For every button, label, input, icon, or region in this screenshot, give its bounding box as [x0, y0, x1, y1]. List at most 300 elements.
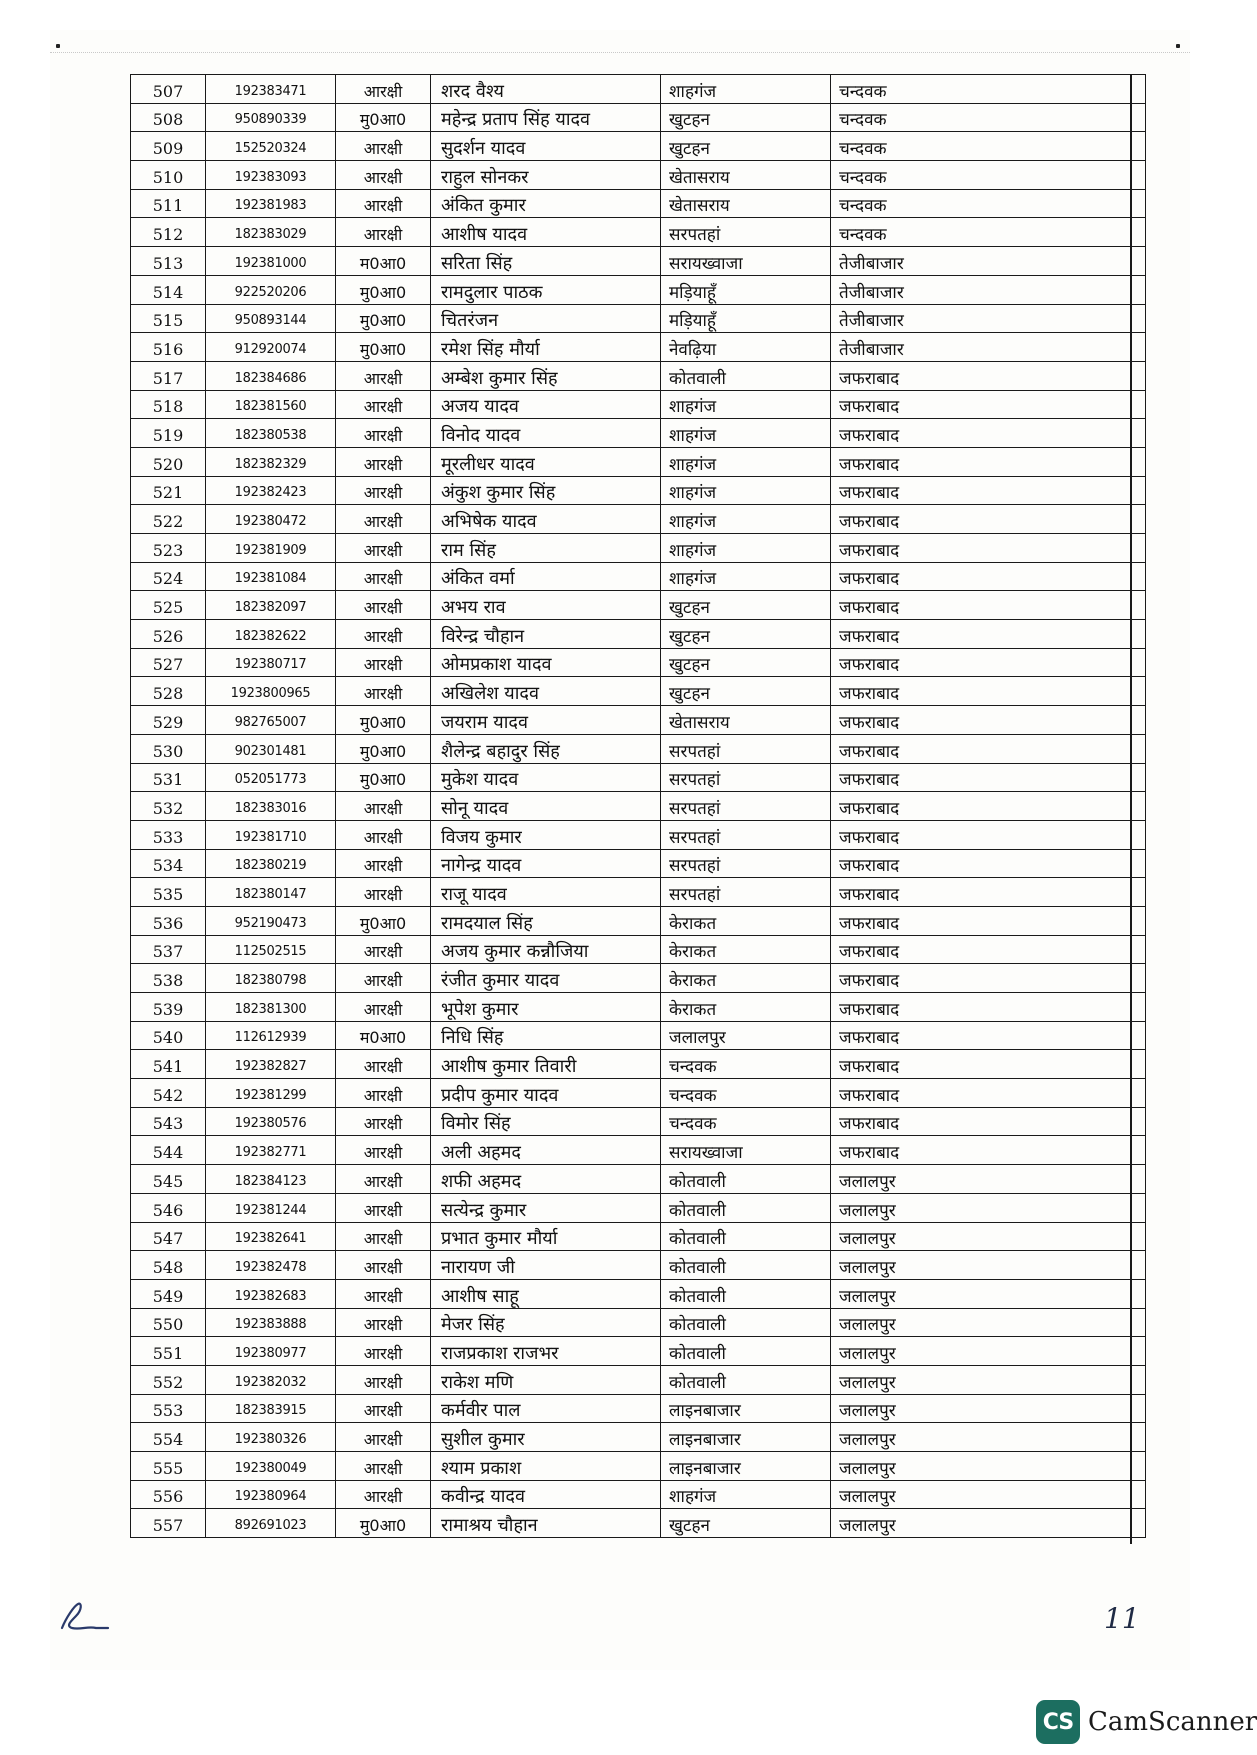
table-row: [131, 648, 1146, 677]
current-posting-cell: खेतासराय: [661, 161, 831, 190]
serial-number-cell: 530: [131, 734, 206, 763]
pno-cell: 192381983: [206, 189, 336, 218]
current-posting-cell: शाहगंज: [661, 1480, 831, 1509]
current-posting-cell: खुटहन: [661, 103, 831, 132]
new-posting-cell: जफराबाद: [831, 935, 1146, 964]
name-cell: रमेश सिंह मौर्या: [431, 333, 661, 362]
new-posting-cell: जलालपुर: [831, 1251, 1146, 1280]
name-cell: अंकुश कुमार सिंह: [431, 476, 661, 505]
table-row: [131, 906, 1146, 935]
current-posting-cell: कोतवाली: [661, 1222, 831, 1251]
serial-number-cell: 538: [131, 964, 206, 993]
name-cell: राजू यादव: [431, 878, 661, 907]
new-posting-cell: जफराबाद: [831, 906, 1146, 935]
rank-cell: आरक्षी: [336, 677, 431, 706]
new-posting-cell: जलालपुर: [831, 1279, 1146, 1308]
table-row: [131, 161, 1146, 190]
pno-cell: 1923800965: [206, 677, 336, 706]
table-row: [131, 706, 1146, 735]
name-cell: अली अहमद: [431, 1136, 661, 1165]
table-row: [131, 132, 1146, 161]
current-posting-cell: शाहगंज: [661, 390, 831, 419]
new-posting-cell: तेजीबाजार: [831, 304, 1146, 333]
pno-cell: 192382683: [206, 1279, 336, 1308]
pno-cell: 182384686: [206, 361, 336, 390]
pno-cell: 192382423: [206, 476, 336, 505]
new-posting-cell: जलालपुर: [831, 1452, 1146, 1481]
pno-cell: 182380147: [206, 878, 336, 907]
current-posting-cell: कोतवाली: [661, 361, 831, 390]
table-outer-rule: [1130, 74, 1132, 1544]
table-row: [131, 103, 1146, 132]
camscanner-watermark: [1036, 1700, 1257, 1744]
new-posting-cell: जफराबाद: [831, 390, 1146, 419]
rank-cell: आरक्षी: [336, 964, 431, 993]
table-row: [131, 247, 1146, 276]
serial-number-cell: 529: [131, 706, 206, 735]
serial-number-cell: 531: [131, 763, 206, 792]
new-posting-cell: जफराबाद: [831, 562, 1146, 591]
current-posting-cell: सरपतहां: [661, 849, 831, 878]
name-cell: जयराम यादव: [431, 706, 661, 735]
new-posting-cell: जफराबाद: [831, 993, 1146, 1022]
table-row: [131, 1136, 1146, 1165]
pno-cell: 192381000: [206, 247, 336, 276]
new-posting-cell: जफराबाद: [831, 677, 1146, 706]
serial-number-cell: 523: [131, 534, 206, 563]
rank-cell: आरक्षी: [336, 75, 431, 104]
serial-number-cell: 546: [131, 1193, 206, 1222]
name-cell: राकेश मणि: [431, 1365, 661, 1394]
new-posting-cell: जफराबाद: [831, 505, 1146, 534]
new-posting-cell: जफराबाद: [831, 763, 1146, 792]
name-cell: राम सिंह: [431, 534, 661, 563]
serial-number-cell: 526: [131, 620, 206, 649]
serial-number-cell: 524: [131, 562, 206, 591]
pno-cell: 192380472: [206, 505, 336, 534]
table-row: [131, 476, 1146, 505]
rank-cell: आरक्षी: [336, 849, 431, 878]
serial-number-cell: 527: [131, 648, 206, 677]
new-posting-cell: तेजीबाजार: [831, 275, 1146, 304]
name-cell: सुशील कुमार: [431, 1423, 661, 1452]
table-row: [131, 333, 1146, 362]
new-posting-cell: जफराबाद: [831, 1050, 1146, 1079]
current-posting-cell: कोतवाली: [661, 1337, 831, 1366]
name-cell: सत्येन्द्र कुमार: [431, 1193, 661, 1222]
new-posting-cell: जफराबाद: [831, 849, 1146, 878]
pno-cell: 112502515: [206, 935, 336, 964]
serial-number-cell: 516: [131, 333, 206, 362]
new-posting-cell: जलालपुर: [831, 1165, 1146, 1194]
camscanner-logo-icon: CS: [1036, 1700, 1080, 1744]
table-row: [131, 1308, 1146, 1337]
name-cell: आशीष यादव: [431, 218, 661, 247]
current-posting-cell: खुटहन: [661, 1509, 831, 1538]
new-posting-cell: जफराबाद: [831, 361, 1146, 390]
rank-cell: म0आ0: [336, 1021, 431, 1050]
rank-cell: आरक्षी: [336, 648, 431, 677]
current-posting-cell: खुटहन: [661, 620, 831, 649]
name-cell: आशीष साहू: [431, 1279, 661, 1308]
current-posting-cell: मड़ियाहूँ: [661, 304, 831, 333]
serial-number-cell: 540: [131, 1021, 206, 1050]
pno-cell: 192382771: [206, 1136, 336, 1165]
pno-cell: 892691023: [206, 1509, 336, 1538]
current-posting-cell: कोतवाली: [661, 1193, 831, 1222]
table-row: [131, 390, 1146, 419]
name-cell: प्रभात कुमार मौर्या: [431, 1222, 661, 1251]
rank-cell: आरक्षी: [336, 419, 431, 448]
page-number: 11: [1104, 1602, 1140, 1635]
serial-number-cell: 522: [131, 505, 206, 534]
serial-number-cell: 541: [131, 1050, 206, 1079]
pno-cell: 192381244: [206, 1193, 336, 1222]
pno-cell: 192383093: [206, 161, 336, 190]
table-row: [131, 1452, 1146, 1481]
new-posting-cell: जफराबाद: [831, 476, 1146, 505]
table-row: [131, 820, 1146, 849]
rank-cell: आरक्षी: [336, 1365, 431, 1394]
rank-cell: आरक्षी: [336, 1279, 431, 1308]
rank-cell: आरक्षी: [336, 878, 431, 907]
current-posting-cell: चन्दवक: [661, 1107, 831, 1136]
serial-number-cell: 534: [131, 849, 206, 878]
rank-cell: आरक्षी: [336, 1079, 431, 1108]
current-posting-cell: लाइनबाजार: [661, 1452, 831, 1481]
name-cell: राजप्रकाश राजभर: [431, 1337, 661, 1366]
name-cell: मुकेश यादव: [431, 763, 661, 792]
current-posting-cell: केराकत: [661, 964, 831, 993]
rank-cell: आरक्षी: [336, 1136, 431, 1165]
table-row: [131, 1079, 1146, 1108]
new-posting-cell: जलालपुर: [831, 1365, 1146, 1394]
name-cell: शैलेन्द्र बहादुर सिंह: [431, 734, 661, 763]
serial-number-cell: 518: [131, 390, 206, 419]
new-posting-cell: जफराबाद: [831, 1079, 1146, 1108]
new-posting-cell: जफराबाद: [831, 648, 1146, 677]
table-row: [131, 935, 1146, 964]
name-cell: निधि सिंह: [431, 1021, 661, 1050]
name-cell: अभय राव: [431, 591, 661, 620]
current-posting-cell: शाहगंज: [661, 419, 831, 448]
rank-cell: आरक्षी: [336, 993, 431, 1022]
table-row: [131, 591, 1146, 620]
rank-cell: आरक्षी: [336, 562, 431, 591]
current-posting-cell: कोतवाली: [661, 1279, 831, 1308]
rank-cell: आरक्षी: [336, 505, 431, 534]
name-cell: रामाश्रय चौहान: [431, 1509, 661, 1538]
pno-cell: 902301481: [206, 734, 336, 763]
table-row: [131, 734, 1146, 763]
new-posting-cell: जफराबाद: [831, 1107, 1146, 1136]
rank-cell: आरक्षी: [336, 1165, 431, 1194]
name-cell: रामदुलार पाठक: [431, 275, 661, 304]
pno-cell: 912920074: [206, 333, 336, 362]
name-cell: सरिता सिंह: [431, 247, 661, 276]
name-cell: श्याम प्रकाश: [431, 1452, 661, 1481]
table-row: [131, 534, 1146, 563]
name-cell: अजय कुमार कन्नौजिया: [431, 935, 661, 964]
rank-cell: आरक्षी: [336, 1308, 431, 1337]
pno-cell: 192380326: [206, 1423, 336, 1452]
serial-number-cell: 533: [131, 820, 206, 849]
current-posting-cell: खुटहन: [661, 132, 831, 161]
current-posting-cell: शाहगंज: [661, 534, 831, 563]
current-posting-cell: सरपतहां: [661, 763, 831, 792]
table-row: [131, 677, 1146, 706]
pno-cell: 950890339: [206, 103, 336, 132]
serial-number-cell: 511: [131, 189, 206, 218]
serial-number-cell: 548: [131, 1251, 206, 1280]
table-row: [131, 1021, 1146, 1050]
table-row: [131, 964, 1146, 993]
table-row: [131, 1050, 1146, 1079]
serial-number-cell: 547: [131, 1222, 206, 1251]
rank-cell: मु0आ0: [336, 706, 431, 735]
current-posting-cell: सरपतहां: [661, 820, 831, 849]
new-posting-cell: जलालपुर: [831, 1394, 1146, 1423]
serial-number-cell: 514: [131, 275, 206, 304]
name-cell: नारायण जी: [431, 1251, 661, 1280]
name-cell: भूपेश कुमार: [431, 993, 661, 1022]
name-cell: मूरलीधर यादव: [431, 447, 661, 476]
table-row: [131, 189, 1146, 218]
rank-cell: आरक्षी: [336, 1251, 431, 1280]
new-posting-cell: जलालपुर: [831, 1337, 1146, 1366]
name-cell: अम्बेश कुमार सिंह: [431, 361, 661, 390]
rank-cell: आरक्षी: [336, 620, 431, 649]
new-posting-cell: जफराबाद: [831, 620, 1146, 649]
current-posting-cell: कोतवाली: [661, 1308, 831, 1337]
current-posting-cell: खुटहन: [661, 677, 831, 706]
new-posting-cell: जफराबाद: [831, 419, 1146, 448]
table-row: [131, 1480, 1146, 1509]
serial-number-cell: 539: [131, 993, 206, 1022]
table-row: [131, 1222, 1146, 1251]
new-posting-cell: जफराबाद: [831, 734, 1146, 763]
table-row: [131, 1279, 1146, 1308]
current-posting-cell: खुटहन: [661, 591, 831, 620]
current-posting-cell: मड़ियाहूँ: [661, 275, 831, 304]
serial-number-cell: 513: [131, 247, 206, 276]
rank-cell: आरक्षी: [336, 390, 431, 419]
new-posting-cell: जफराबाद: [831, 447, 1146, 476]
current-posting-cell: शाहगंज: [661, 505, 831, 534]
serial-number-cell: 535: [131, 878, 206, 907]
current-posting-cell: शाहगंज: [661, 75, 831, 104]
name-cell: अजय यादव: [431, 390, 661, 419]
new-posting-cell: चन्दवक: [831, 218, 1146, 247]
current-posting-cell: शाहगंज: [661, 476, 831, 505]
current-posting-cell: लाइनबाजार: [661, 1423, 831, 1452]
serial-number-cell: 521: [131, 476, 206, 505]
serial-number-cell: 555: [131, 1452, 206, 1481]
current-posting-cell: सरपतहां: [661, 218, 831, 247]
new-posting-cell: जफराबाद: [831, 534, 1146, 563]
rank-cell: आरक्षी: [336, 447, 431, 476]
current-posting-cell: कोतवाली: [661, 1165, 831, 1194]
serial-number-cell: 519: [131, 419, 206, 448]
name-cell: विजय कुमार: [431, 820, 661, 849]
pno-cell: 192383471: [206, 75, 336, 104]
serial-number-cell: 542: [131, 1079, 206, 1108]
serial-number-cell: 545: [131, 1165, 206, 1194]
rank-cell: मु0आ0: [336, 763, 431, 792]
table-row: [131, 1251, 1146, 1280]
rank-cell: आरक्षी: [336, 1452, 431, 1481]
serial-number-cell: 536: [131, 906, 206, 935]
table-row: [131, 361, 1146, 390]
rank-cell: मु0आ0: [336, 333, 431, 362]
current-posting-cell: केराकत: [661, 993, 831, 1022]
name-cell: आशीष कुमार तिवारी: [431, 1050, 661, 1079]
rank-cell: आरक्षी: [336, 218, 431, 247]
current-posting-cell: खुटहन: [661, 648, 831, 677]
rank-cell: मु0आ0: [336, 734, 431, 763]
corner-mark: [1176, 44, 1180, 48]
page-edge: [50, 52, 1190, 53]
pno-cell: 922520206: [206, 275, 336, 304]
transfer-list-table: [130, 74, 1146, 1538]
pno-cell: 192380964: [206, 1480, 336, 1509]
table-row: [131, 562, 1146, 591]
new-posting-cell: जफराबाद: [831, 591, 1146, 620]
rank-cell: आरक्षी: [336, 1480, 431, 1509]
name-cell: सुदर्शन यादव: [431, 132, 661, 161]
name-cell: कर्मवीर पाल: [431, 1394, 661, 1423]
serial-number-cell: 515: [131, 304, 206, 333]
rank-cell: आरक्षी: [336, 1394, 431, 1423]
name-cell: ओमप्रकाश यादव: [431, 648, 661, 677]
current-posting-cell: खेतासराय: [661, 706, 831, 735]
new-posting-cell: जफराबाद: [831, 878, 1146, 907]
current-posting-cell: सरायख्वाजा: [661, 1136, 831, 1165]
new-posting-cell: जफराबाद: [831, 964, 1146, 993]
current-posting-cell: चन्दवक: [661, 1079, 831, 1108]
serial-number-cell: 510: [131, 161, 206, 190]
rank-cell: आरक्षी: [336, 820, 431, 849]
serial-number-cell: 552: [131, 1365, 206, 1394]
new-posting-cell: चन्दवक: [831, 161, 1146, 190]
rank-cell: आरक्षी: [336, 1050, 431, 1079]
table-row: [131, 878, 1146, 907]
pno-cell: 182380538: [206, 419, 336, 448]
pno-cell: 182382622: [206, 620, 336, 649]
serial-number-cell: 517: [131, 361, 206, 390]
new-posting-cell: जलालपुर: [831, 1222, 1146, 1251]
new-posting-cell: चन्दवक: [831, 189, 1146, 218]
table-row: [131, 1337, 1146, 1366]
serial-number-cell: 550: [131, 1308, 206, 1337]
serial-number-cell: 557: [131, 1509, 206, 1538]
pno-cell: 152520324: [206, 132, 336, 161]
pno-cell: 052051773: [206, 763, 336, 792]
rank-cell: आरक्षी: [336, 935, 431, 964]
serial-number-cell: 537: [131, 935, 206, 964]
table-row: [131, 447, 1146, 476]
table-row: [131, 763, 1146, 792]
serial-number-cell: 554: [131, 1423, 206, 1452]
pno-cell: 982765007: [206, 706, 336, 735]
table-row: [131, 849, 1146, 878]
rank-cell: मु0आ0: [336, 906, 431, 935]
name-cell: अंकित वर्मा: [431, 562, 661, 591]
pno-cell: 192380977: [206, 1337, 336, 1366]
name-cell: शरद वैश्य: [431, 75, 661, 104]
serial-number-cell: 512: [131, 218, 206, 247]
current-posting-cell: कोतवाली: [661, 1251, 831, 1280]
name-cell: कवीन्द्र यादव: [431, 1480, 661, 1509]
new-posting-cell: जलालपुर: [831, 1509, 1146, 1538]
serial-number-cell: 544: [131, 1136, 206, 1165]
pno-cell: 192381299: [206, 1079, 336, 1108]
rank-cell: आरक्षी: [336, 792, 431, 821]
name-cell: रामदयाल सिंह: [431, 906, 661, 935]
rank-cell: आरक्षी: [336, 591, 431, 620]
current-posting-cell: सरपतहां: [661, 734, 831, 763]
pno-cell: 192382478: [206, 1251, 336, 1280]
new-posting-cell: जफराबाद: [831, 820, 1146, 849]
table-body: [131, 75, 1146, 1538]
rank-cell: आरक्षी: [336, 534, 431, 563]
current-posting-cell: शाहगंज: [661, 562, 831, 591]
current-posting-cell: केराकत: [661, 935, 831, 964]
table-row: [131, 1423, 1146, 1452]
new-posting-cell: चन्दवक: [831, 132, 1146, 161]
new-posting-cell: तेजीबाजार: [831, 333, 1146, 362]
pno-cell: 182380798: [206, 964, 336, 993]
new-posting-cell: चन्दवक: [831, 75, 1146, 104]
new-posting-cell: जलालपुर: [831, 1423, 1146, 1452]
pno-cell: 182381560: [206, 390, 336, 419]
name-cell: अंकित कुमार: [431, 189, 661, 218]
name-cell: महेन्द्र प्रताप सिंह यादव: [431, 103, 661, 132]
current-posting-cell: केराकत: [661, 906, 831, 935]
new-posting-cell: जफराबाद: [831, 1021, 1146, 1050]
name-cell: प्रदीप कुमार यादव: [431, 1079, 661, 1108]
rank-cell: मु0आ0: [336, 1509, 431, 1538]
serial-number-cell: 507: [131, 75, 206, 104]
pno-cell: 192380049: [206, 1452, 336, 1481]
serial-number-cell: 520: [131, 447, 206, 476]
table-row: [131, 218, 1146, 247]
rank-cell: आरक्षी: [336, 1107, 431, 1136]
pno-cell: 192382827: [206, 1050, 336, 1079]
rank-cell: आरक्षी: [336, 361, 431, 390]
serial-number-cell: 553: [131, 1394, 206, 1423]
handwritten-initial-icon: [52, 1598, 112, 1634]
pno-cell: 192381710: [206, 820, 336, 849]
new-posting-cell: जलालपुर: [831, 1193, 1146, 1222]
current-posting-cell: जलालपुर: [661, 1021, 831, 1050]
pno-cell: 182383016: [206, 792, 336, 821]
pno-cell: 182384123: [206, 1165, 336, 1194]
pno-cell: 182380219: [206, 849, 336, 878]
rank-cell: आरक्षी: [336, 476, 431, 505]
table-row: [131, 993, 1146, 1022]
name-cell: चितरंजन: [431, 304, 661, 333]
name-cell: मेजर सिंह: [431, 1308, 661, 1337]
name-cell: विमोर सिंह: [431, 1107, 661, 1136]
new-posting-cell: जफराबाद: [831, 1136, 1146, 1165]
name-cell: सोनू यादव: [431, 792, 661, 821]
new-posting-cell: तेजीबाजार: [831, 247, 1146, 276]
table-row: [131, 275, 1146, 304]
rank-cell: आरक्षी: [336, 189, 431, 218]
pno-cell: 192380576: [206, 1107, 336, 1136]
table-row: [131, 419, 1146, 448]
